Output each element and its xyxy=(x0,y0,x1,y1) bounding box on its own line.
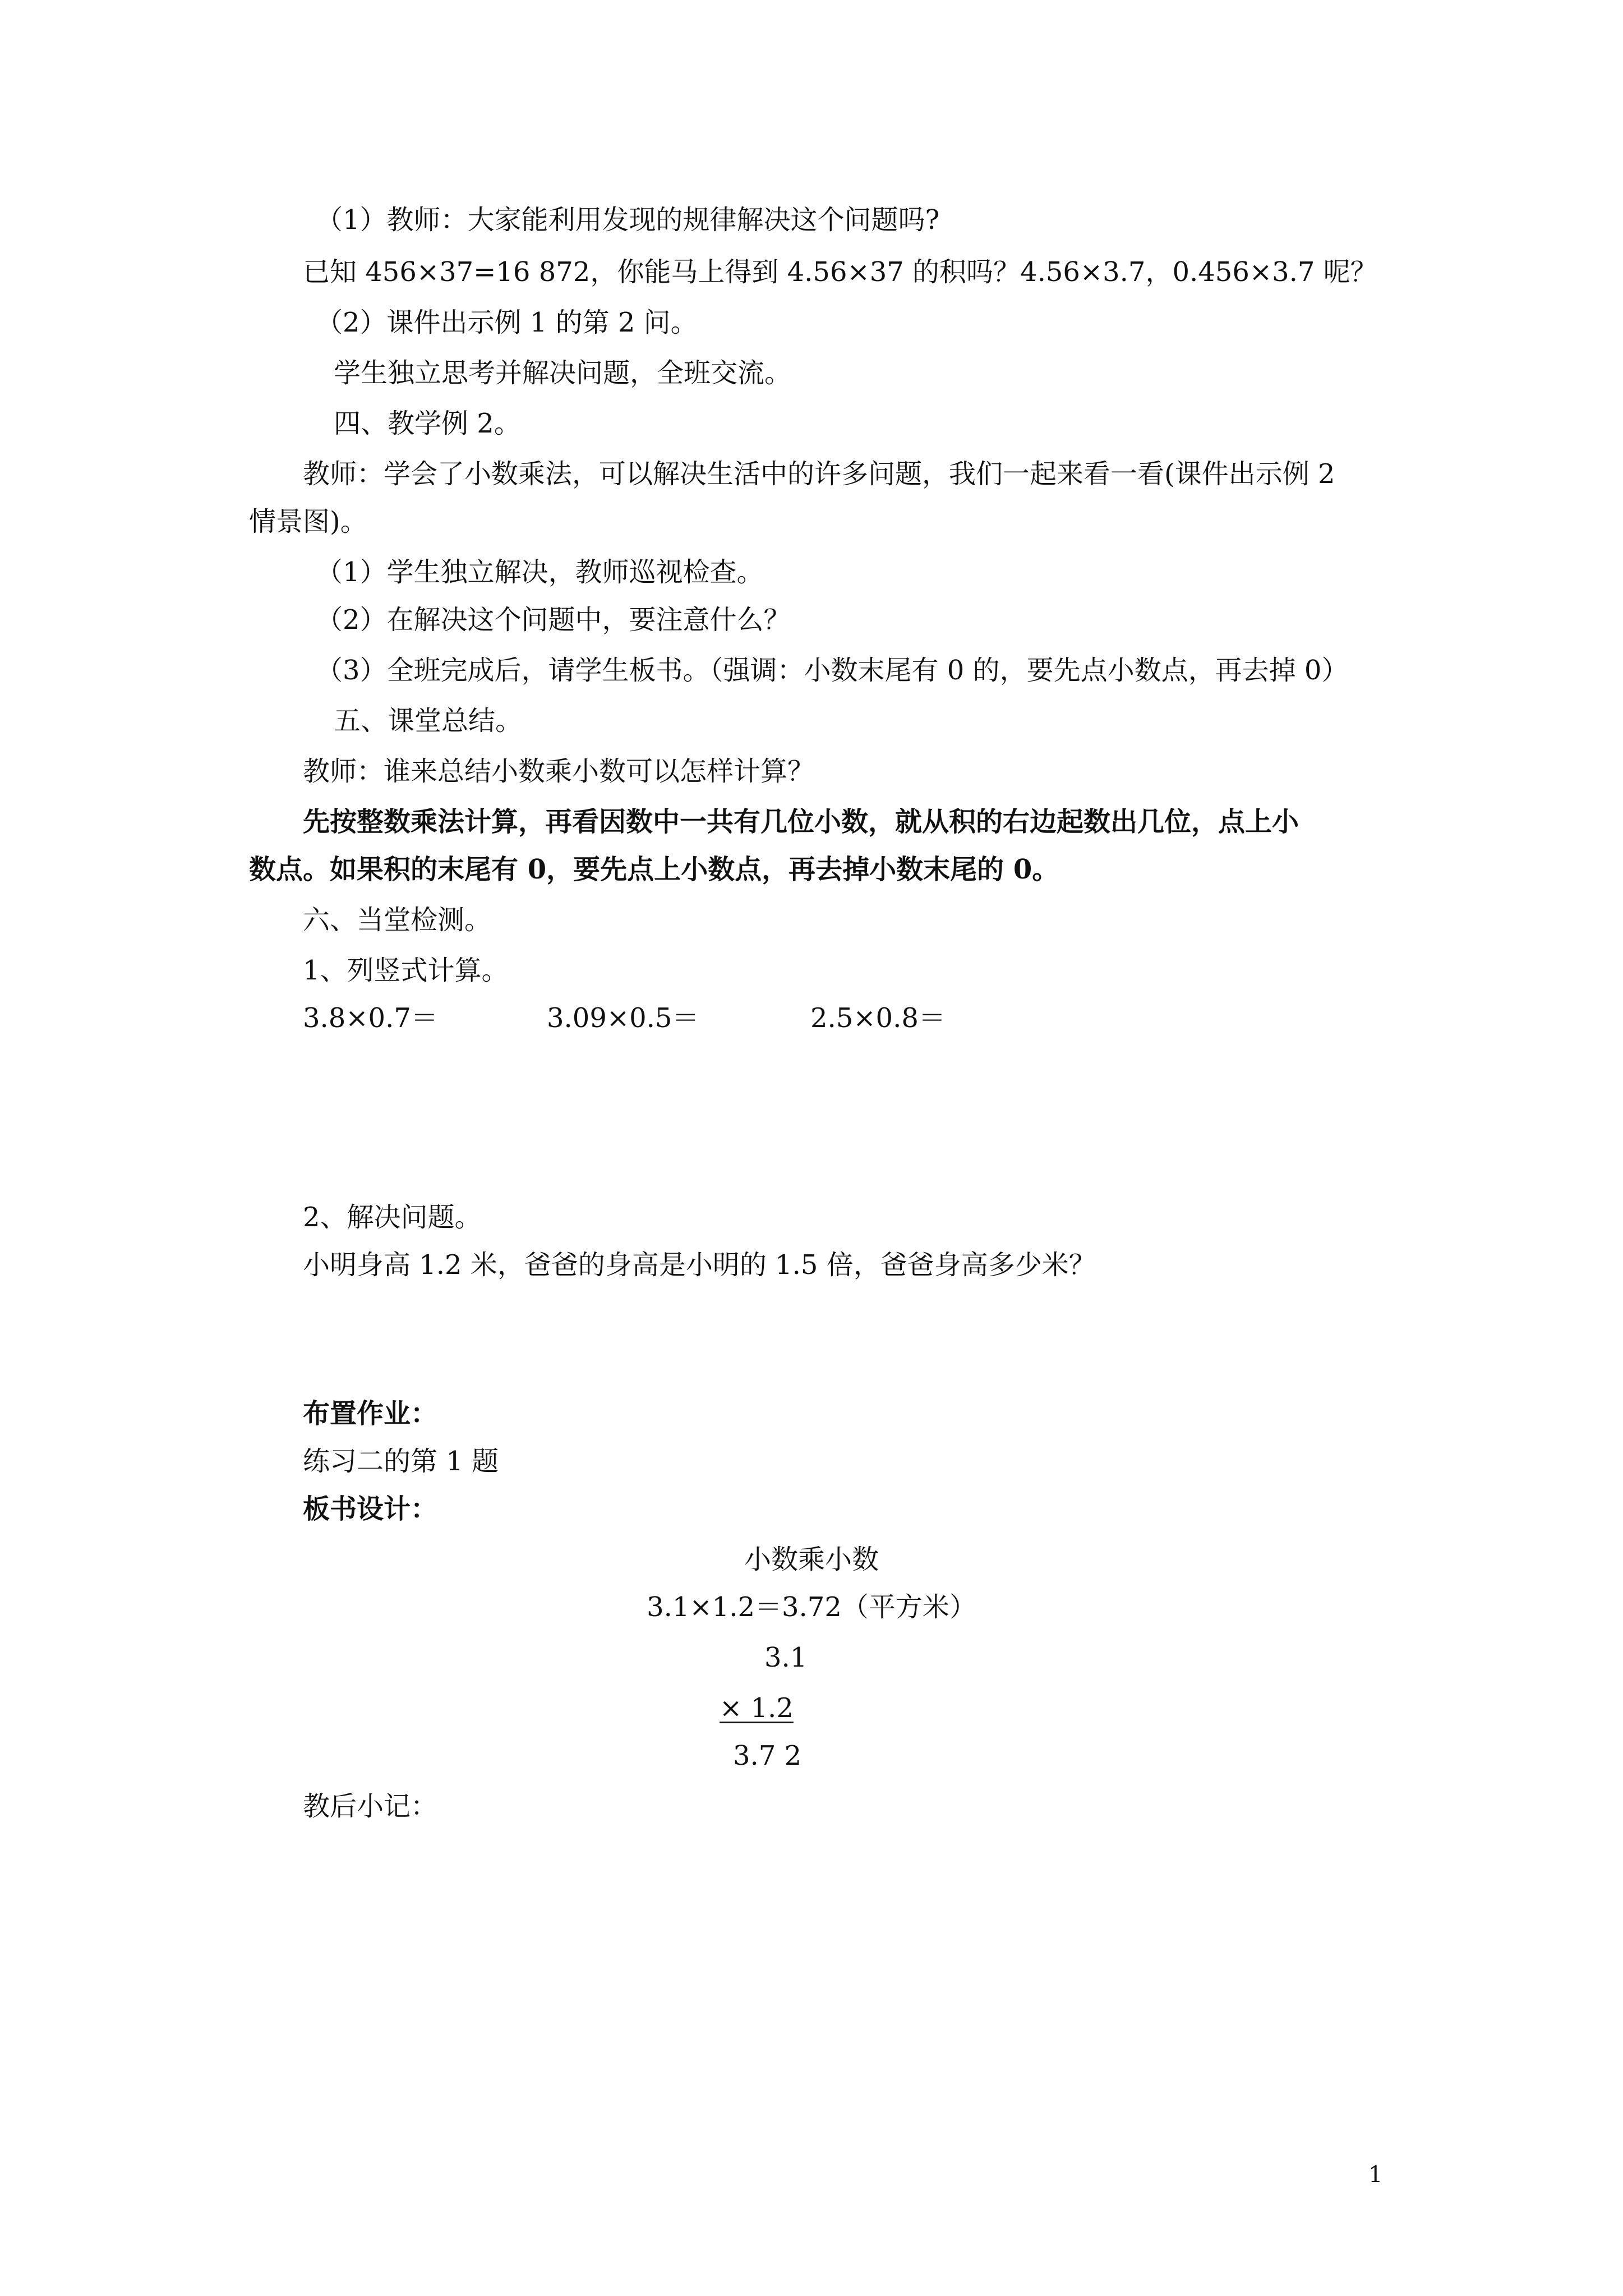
board-vertical-calc: 3.1 xyxy=(764,1642,808,1673)
text-line: 已知 456×37=16 872，你能马上得到 4.56×37 的积吗？4.56×3.7，0.456×3.7 呢？ xyxy=(303,256,1377,288)
text-line: 练习二的第 1 题 xyxy=(303,1446,499,1477)
section-heading: 五、课堂总结。 xyxy=(334,705,523,737)
text-line: 1、列竖式计算。 xyxy=(303,955,509,986)
summary-text: 数点。如果积的末尾有 0，要先点上小数点，再去掉小数末尾的 0。 xyxy=(249,854,1059,885)
text-line: 教师：学会了小数乘法，可以解决生活中的许多问题，我们一起来看一看(课件出示例 2 xyxy=(303,458,1335,490)
text-line: 情景图)。 xyxy=(249,506,367,537)
board-equation: 3.1×1.2＝3.72（平方米） xyxy=(647,1591,976,1623)
board-vertical-calc: × 1.2 xyxy=(720,1692,794,1724)
text-line: （2）课件出示例 1 的第 2 问。 xyxy=(316,307,698,338)
board-heading: 板书设计： xyxy=(303,1493,438,1525)
text-line: 2、解决问题。 xyxy=(303,1202,482,1233)
exercise-item: 3.8×0.7＝ xyxy=(303,1002,438,1034)
board-title: 小数乘小数 xyxy=(744,1544,879,1575)
section-heading: 四、教学例 2。 xyxy=(334,408,521,439)
text-line: 教师：谁来总结小数乘小数可以怎样计算？ xyxy=(303,756,815,787)
text-line: （2）在解决这个问题中，要注意什么？ xyxy=(316,604,791,636)
text-line: 教后小记： xyxy=(303,1791,438,1822)
summary-text: 先按整数乘法计算，再看因数中一共有几位小数，就从积的右边起数出几位，点上小 xyxy=(303,806,1299,838)
homework-heading: 布置作业： xyxy=(303,1398,438,1429)
page-number: 1 xyxy=(1368,2162,1383,2188)
exercise-item: 3.09×0.5＝ xyxy=(547,1002,699,1034)
text-line: 小明身高 1.2 米，爸爸的身高是小明的 1.5 倍，爸爸身高多少米？ xyxy=(303,1249,1096,1281)
text-line: 学生独立思考并解决问题，全班交流。 xyxy=(334,357,792,389)
exercise-item: 2.5×0.8＝ xyxy=(810,1002,946,1034)
text-line: （1）学生独立解决，教师巡视检查。 xyxy=(316,556,764,588)
text-line: （1）教师：大家能利用发现的规律解决这个问题吗? xyxy=(316,204,940,236)
text-line: （3）全班完成后，请学生板书。（强调：小数末尾有 0 的，要先点小数点，再去掉 0） xyxy=(316,655,1349,686)
section-heading: 六、当堂检测。 xyxy=(303,904,492,936)
board-vertical-calc: 3.7 2 xyxy=(733,1740,802,1772)
